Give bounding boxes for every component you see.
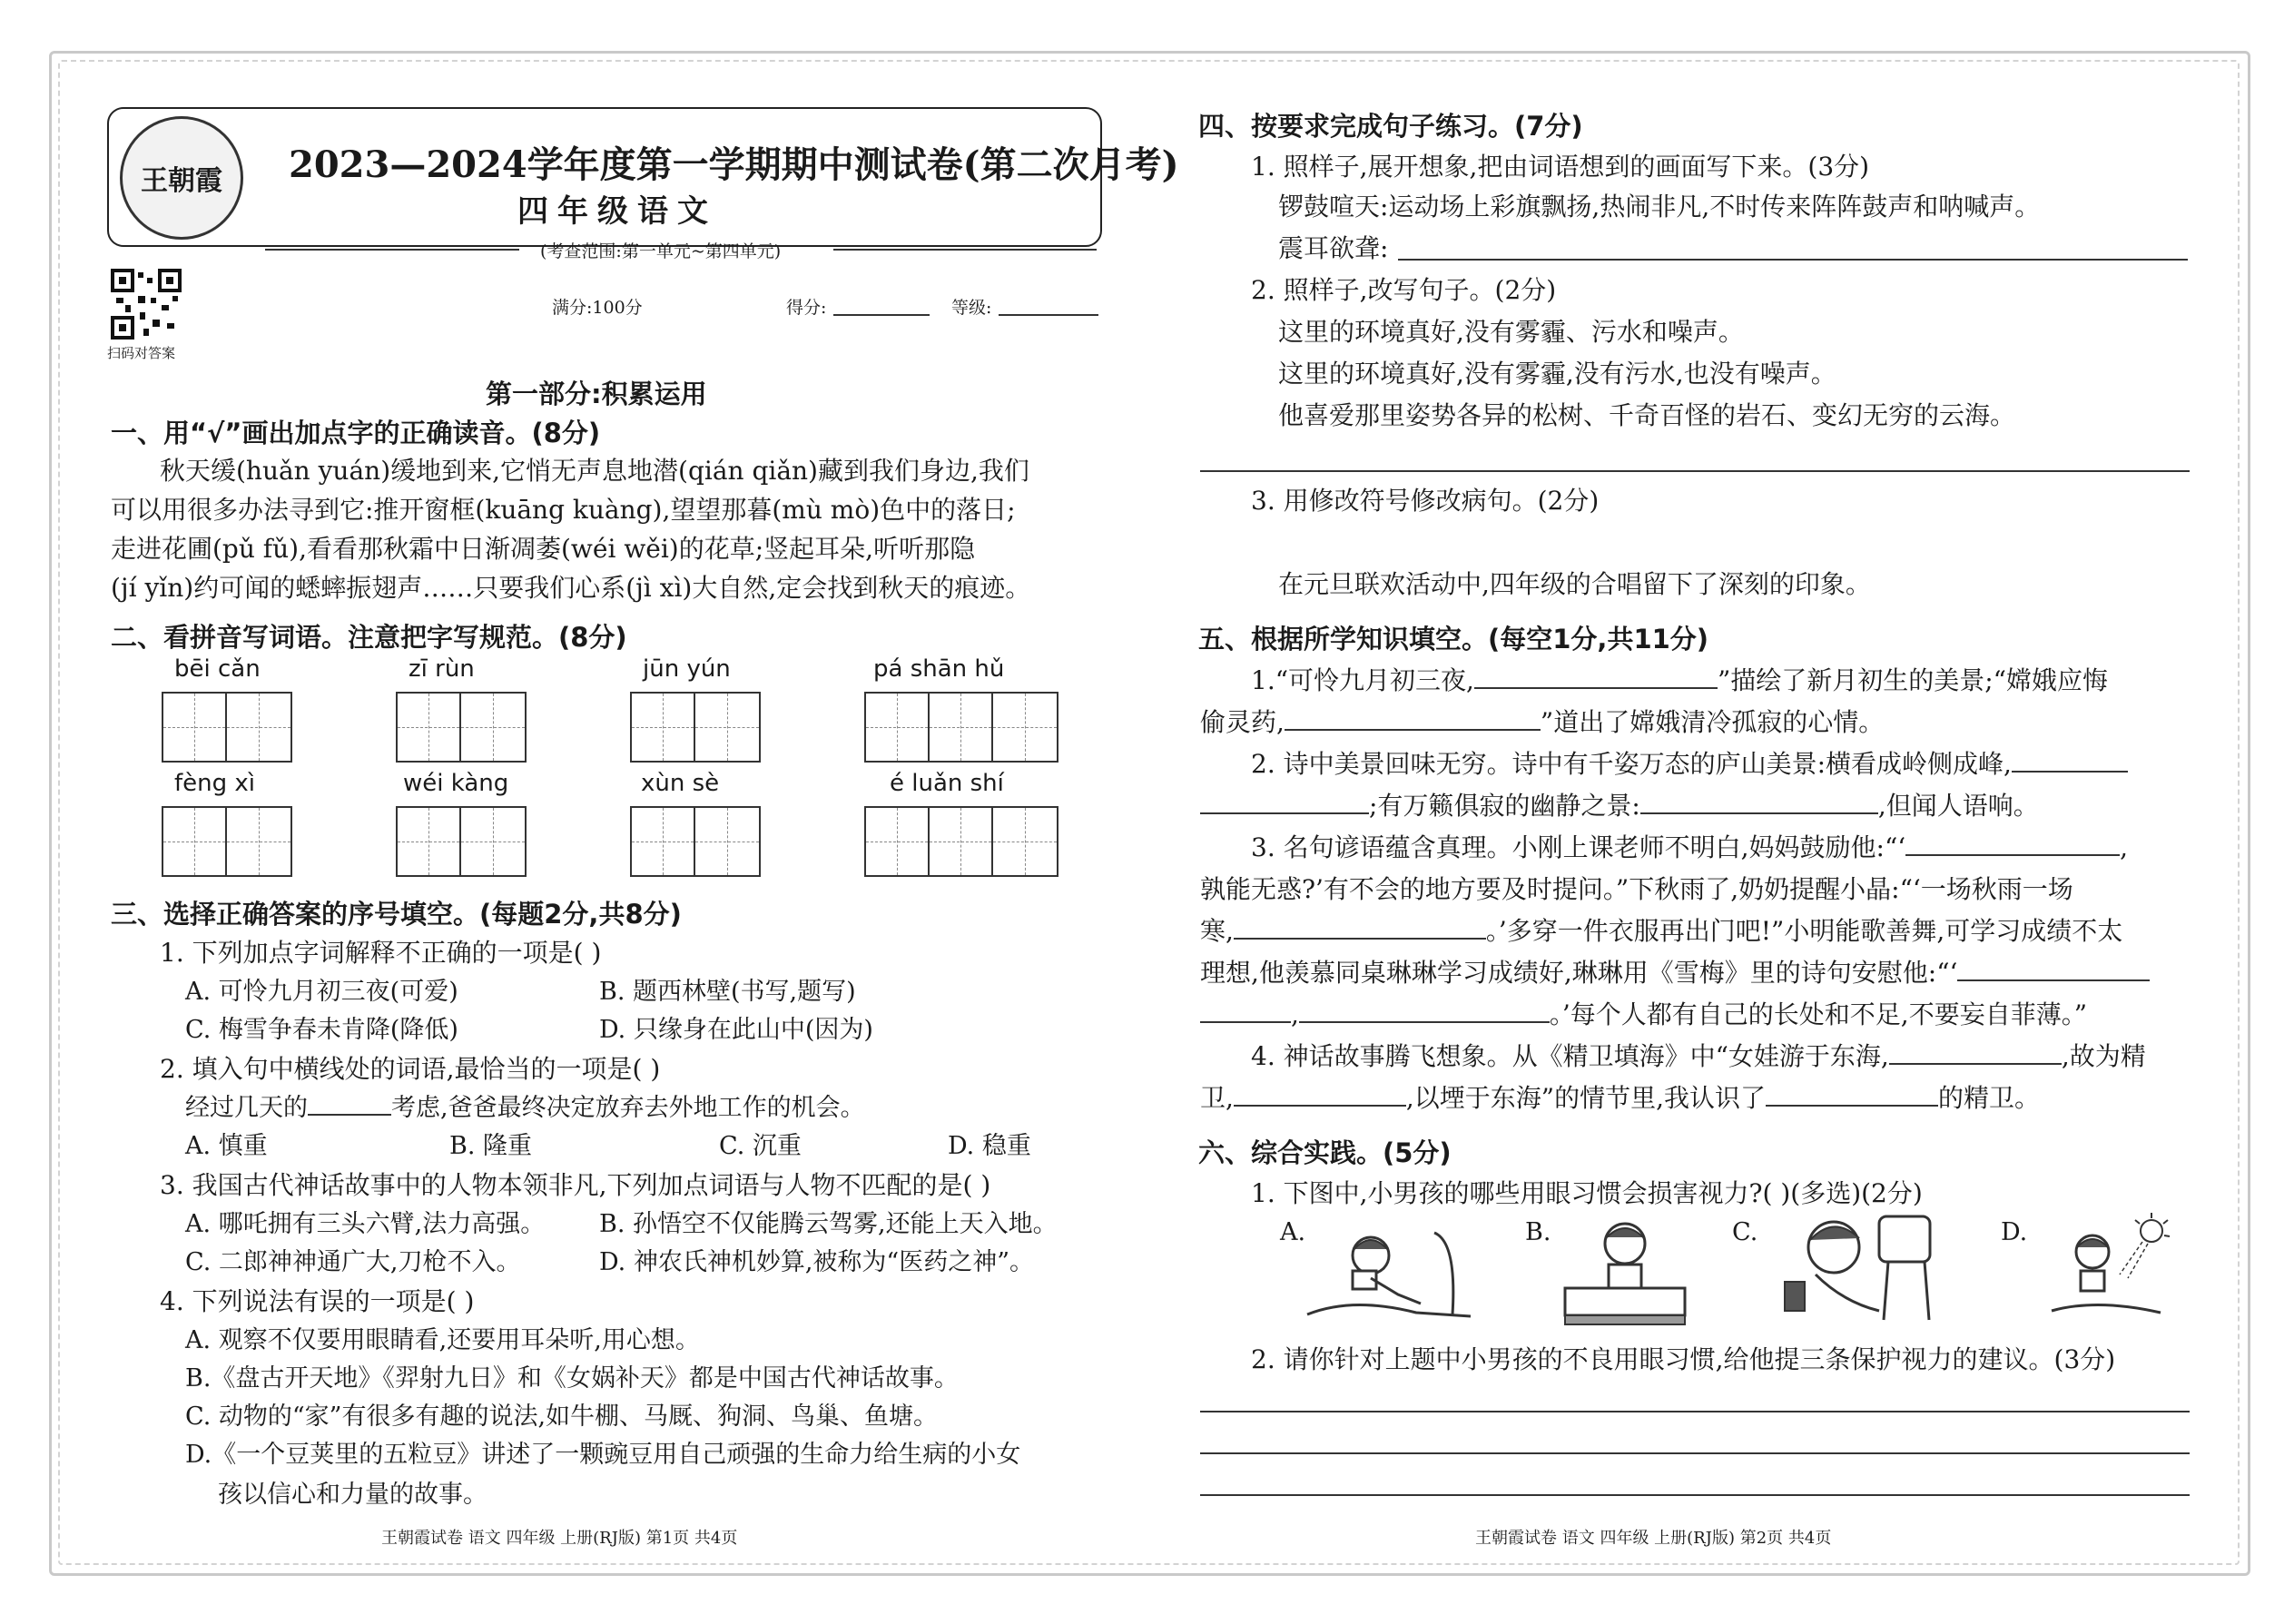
q3-2-c: C. 沉重 — [719, 1132, 802, 1160]
q1-line-2: 可以用很多办法寻到它:推开窗框(kuāng kuàng),望望那暮(mù mò)色中的落日; — [111, 495, 1016, 525]
q3-3-c: C. 二郎神神通广大,刀枪不入。 — [185, 1248, 521, 1276]
q3-1-b: B. 题西林壁(书写,题写) — [599, 978, 856, 1006]
q3-1-stem: 1. 下列加点字词解释不正确的一项是( ) — [160, 938, 602, 968]
q5-l8a: 理想,他羡慕同桌琳琳学习成绩好,琳琳用《雪梅》里的诗句安慰他:“‘ — [1200, 958, 1958, 988]
q6-2-answer-line-3[interactable] — [1200, 1494, 2190, 1496]
q4-1-stem: 1. 照样子,展开想象,把由词语想到的画面写下来。(3分) — [1251, 152, 1870, 182]
tianzige-4[interactable] — [864, 692, 1058, 763]
q5-blank-2[interactable] — [1285, 729, 1541, 731]
q3-2-b: B. 隆重 — [449, 1132, 533, 1160]
q5-blank-1[interactable] — [1474, 687, 1718, 689]
pic-label-b: B. — [1525, 1218, 1551, 1246]
q4-2-stem: 2. 照样子,改写句子。(2分) — [1251, 275, 1557, 305]
q4-1-answer-line[interactable] — [1398, 259, 2188, 261]
q5-l11a: 卫, — [1200, 1083, 1234, 1113]
q5-title: 五、根据所学知识填空。(每空1分,共11分) — [1198, 624, 1709, 655]
pinyin-1: bēi cǎn — [174, 655, 261, 683]
divider-right — [833, 249, 1097, 251]
qr-caption: 扫码对答案 — [107, 345, 176, 361]
q4-2-line-2: 这里的环境真好,没有雾霾,没有污水,也没有噪声。 — [1278, 359, 1836, 389]
q5-blank-13[interactable] — [1766, 1105, 1938, 1107]
q5-l2a: 偷灵药, — [1200, 707, 1285, 737]
logo-text: 王朝霞 — [141, 165, 222, 197]
q5-l9a: 。’每个人都有自己的长处和不足,不要妄自菲薄。” — [1549, 999, 2088, 1029]
score-blank[interactable] — [833, 314, 930, 316]
q3-4-b: B.《盘古开天地》《羿射九日》和《女娲补天》都是中国古代神话故事。 — [185, 1364, 959, 1393]
q5-l3a: 2. 诗中美景回味无穷。诗中有千姿万态的庐山美景:横看成岭侧成峰, — [1251, 749, 2012, 779]
q3-4-d-1: D.《一个豆荚里的五粒豆》讲述了一颗豌豆用自己顽强的生命力给生病的小女 — [185, 1441, 1021, 1469]
footer-right: 王朝霞试卷 语文 四年级 上册(RJ版) 第2页 共4页 — [1475, 1529, 1832, 1548]
pinyin-8: é luǎn shí — [890, 770, 1004, 797]
footer-left: 王朝霞试卷 语文 四年级 上册(RJ版) 第1页 共4页 — [381, 1529, 738, 1548]
q4-1-example: 锣鼓喧天:运动场上彩旗飘扬,热闹非凡,不时传来阵阵鼓声和呐喊声。 — [1278, 192, 2041, 221]
q3-2-a: A. 慎重 — [185, 1132, 268, 1160]
full-score: 满分:100分 — [552, 298, 643, 318]
pinyin-6: wéi kàng — [403, 770, 509, 797]
q5-line-1 — [1251, 661, 2108, 697]
tianzige-8[interactable] — [864, 806, 1058, 877]
q3-1-a: A. 可怜九月初三夜(可爱) — [185, 978, 458, 1006]
q3-2-d: D. 稳重 — [948, 1132, 1031, 1160]
exam-scope: (考查范围:第一单元~第四单元) — [540, 241, 782, 261]
q5-l1a: 1.“可怜九月初三夜, — [1251, 665, 1474, 695]
q5-blank-7[interactable] — [1234, 938, 1486, 940]
q6-2-stem: 2. 请你针对上题中小男孩的不良用眼习惯,给他提三条保护视力的建议。(3分) — [1251, 1344, 2116, 1374]
q3-1-c: C. 梅雪争春未肯降(降低) — [185, 1016, 458, 1044]
q2-title: 二、看拼音写词语。注意把字写规范。(8分) — [111, 622, 627, 653]
q1-line-3: 走进花圃(pǔ fǔ),看看那秋霜中日渐凋萎(wéi wěi)的花草;竖起耳朵,听听那隐 — [111, 534, 976, 564]
tianzige-2[interactable] — [396, 692, 527, 763]
boy-reading-in-sun-illustration — [2033, 1211, 2179, 1329]
qr-code-icon — [111, 269, 182, 340]
q4-title: 四、按要求完成句子练习。(7分) — [1198, 111, 1583, 142]
q1-title: 一、用“√”画出加点字的正确读音。(8分) — [111, 418, 601, 448]
brand-logo — [120, 116, 243, 240]
q5-blank-4[interactable] — [1200, 812, 1369, 814]
tianzige-3[interactable] — [630, 692, 761, 763]
q4-3-stem: 3. 用修改符号修改病句。(2分) — [1251, 486, 1600, 516]
q6-2-answer-line-2[interactable] — [1200, 1452, 2190, 1454]
q3-4-d-2: 孩以信心和力量的故事。 — [218, 1481, 487, 1509]
grade-label: 等级: — [951, 298, 992, 318]
pic-label-a: A. — [1280, 1218, 1306, 1246]
q5-line-3 — [1251, 744, 2128, 781]
q1-line-1: 秋天缓(huǎn yuán)缓地到来,它悄无声息地潜(qián qiǎn)藏到我们身边,我们 — [160, 456, 1029, 486]
q5-line-11 — [1200, 1078, 2040, 1115]
q5-blank-6[interactable] — [1905, 854, 2120, 856]
q3-2-sentence — [185, 1088, 865, 1123]
q5-l11c: 的精卫。 — [1938, 1083, 2041, 1113]
q5-blank-10[interactable] — [1299, 1021, 1550, 1023]
boy-lying-reading-illustration — [1298, 1215, 1480, 1328]
q5-blank-12[interactable] — [1234, 1105, 1406, 1107]
q3-4-a: A. 观察不仅要用眼睛看,还要用耳朵听,用心想。 — [185, 1326, 700, 1354]
q5-l1b: ”描绘了新月初生的美景;“嫦娥应悔 — [1717, 665, 2109, 695]
q3-4-c: C. 动物的“家”有很多有趣的说法,如牛棚、马厩、狗洞、鸟巢、鱼塘。 — [185, 1403, 939, 1431]
grade-blank[interactable] — [999, 314, 1098, 316]
q5-line-10 — [1251, 1037, 2146, 1073]
q1-line-4: (jí yǐn)约可闻的蟋蟀振翅声……只要我们心系(jì xì)大自然,定会找到秋天的痕迹。 — [111, 573, 1031, 603]
q5-blank-5[interactable] — [1640, 812, 1878, 814]
q3-3-d: D. 神农氏神机妙算,被称为“医药之神”。 — [599, 1248, 1035, 1276]
q5-blank-11[interactable] — [1889, 1063, 2062, 1065]
q3-4-stem: 4. 下列说法有误的一项是( ) — [160, 1286, 475, 1316]
q3-1-d: D. 只缘身在此山中(因为) — [599, 1016, 873, 1044]
exam-title: 2023—2024学年度第一学期期中测试卷(第二次月考) — [289, 143, 1179, 186]
q5-blank-9[interactable] — [1200, 1021, 1291, 1023]
q5-line-5 — [1251, 828, 2128, 864]
q4-3-sentence: 在元旦联欢活动中,四年级的合唱留下了深刻的印象。 — [1278, 569, 1871, 599]
pinyin-3: jūn yún — [643, 655, 731, 683]
tianzige-7[interactable] — [630, 806, 761, 877]
q3-3-a: A. 哪吒拥有三头六臂,法力高强。 — [185, 1210, 546, 1238]
part1-title: 第一部分:积累运用 — [486, 379, 707, 409]
q6-1-stem: 1. 下图中,小男孩的哪些用眼习惯会损害视力?( )(多选)(2分) — [1251, 1178, 1923, 1208]
q6-title: 六、综合实践。(5分) — [1198, 1137, 1452, 1168]
q4-2-line-3: 他喜爱那里姿势各异的松树、千奇百怪的岩石、变幻无穷的云海。 — [1278, 400, 2016, 430]
q5-l5a: 3. 名句谚语蕴含真理。小刚上课老师不明白,妈妈鼓励他:“‘ — [1251, 832, 1906, 862]
pic-label-c: C. — [1732, 1218, 1758, 1246]
q5-line-9: , 。’每个人都有自己的长处和不足,不要妄自菲薄。” — [1200, 995, 2087, 1031]
q5-l5b: , — [2120, 832, 2129, 862]
q3-title: 三、选择正确答案的序号填空。(每题2分,共8分) — [111, 899, 682, 930]
q3-3-b: B. 孙悟空不仅能腾云驾雾,还能上天入地。 — [599, 1210, 1058, 1238]
boy-phone-in-dark-illustration — [1779, 1211, 1952, 1329]
q3-2-blank[interactable] — [308, 1114, 391, 1116]
q5-l10a: 4. 神话故事腾飞想象。从《精卫填海》中“女娃游于东海, — [1251, 1041, 1889, 1071]
q4-1-word: 震耳欲聋: — [1278, 233, 1389, 263]
pinyin-4: pá shān hǔ — [873, 655, 1005, 683]
q5-l11b: ,以堙于东海”的情节里,我认识了 — [1405, 1083, 1767, 1113]
q5-l7a: 寒, — [1200, 916, 1234, 946]
q3-2-pre: 经过几天的 — [185, 1094, 308, 1122]
q5-blank-8[interactable] — [1957, 979, 2150, 981]
q5-line-6: 孰能无惑?’有不会的地方要及时提问。”下秋雨了,奶奶提醒小晶:“‘一场秋雨一场 — [1200, 874, 2073, 904]
pinyin-5: fèng xì — [174, 770, 256, 797]
q3-3-stem: 3. 我国古代神话故事中的人物本领非凡,下列加点词语与人物不匹配的是( ) — [160, 1170, 991, 1200]
q5-l10b: ,故为精 — [2061, 1041, 2146, 1071]
q5-line-2 — [1200, 703, 1884, 739]
score-label: 得分: — [786, 298, 827, 318]
tianzige-5[interactable] — [162, 806, 292, 877]
boy-reading-too-close-illustration — [1552, 1212, 1698, 1328]
q5-l4a: ;有万籁俱寂的幽静之景: — [1369, 791, 1640, 821]
pinyin-7: xùn sè — [641, 770, 720, 797]
q5-line-8 — [1200, 953, 2150, 989]
q5-line-4 — [1200, 786, 2039, 822]
q5-l7b: 。’多穿一件衣服再出门吧!”小明能歌善舞,可学习成绩不太 — [1485, 916, 2123, 946]
q5-l2b: ”道出了嫦娥清冷孤寂的心情。 — [1540, 707, 1885, 737]
q4-2-line-1: 这里的环境真好,没有雾霾、污水和噪声。 — [1278, 317, 1744, 347]
q4-2-answer-line[interactable] — [1200, 470, 2190, 472]
q5-line-7 — [1200, 911, 2122, 948]
divider-left — [265, 249, 519, 251]
q3-2-stem: 2. 填入句中横线处的词语,最恰当的一项是( ) — [160, 1054, 661, 1084]
exam-subtitle: 四年级语文 — [517, 193, 717, 230]
q6-2-answer-line-1[interactable] — [1200, 1411, 2190, 1412]
pic-label-d: D. — [2001, 1218, 2028, 1246]
q3-2-post: 考虑,爸爸最终决定放弃去外地工作的机会。 — [391, 1094, 865, 1122]
q5-l4b: ,但闻人语响。 — [1877, 791, 2039, 821]
pinyin-2: zī rùn — [409, 655, 475, 683]
q5-blank-3[interactable] — [2012, 771, 2128, 773]
tianzige-6[interactable] — [396, 806, 527, 877]
tianzige-1[interactable] — [162, 692, 292, 763]
